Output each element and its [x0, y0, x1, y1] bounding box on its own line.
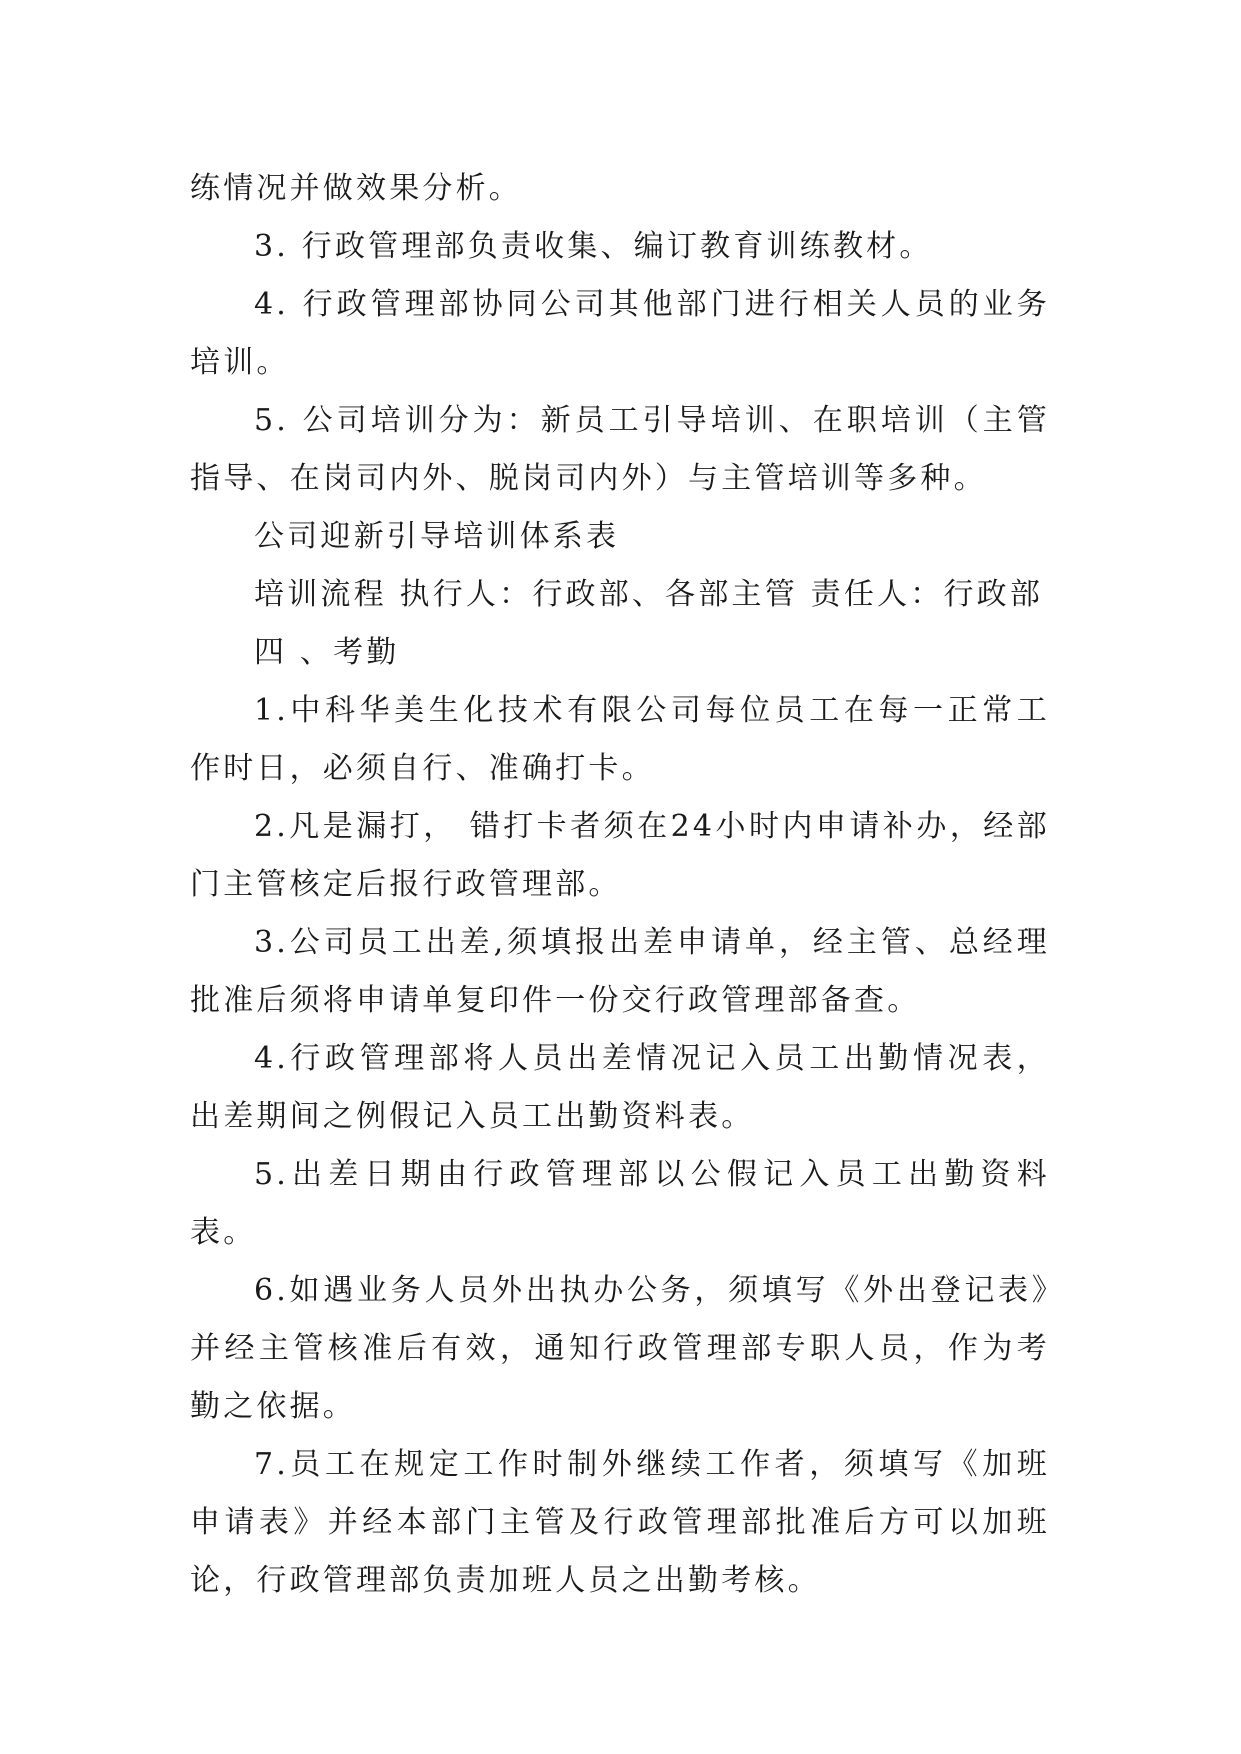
- paragraph-attendance-6: 6.如遇业务人员外出执办公务，须填写《外出登记表》并经主管核准后有效，通知行政管理部专职人员，作为考勤之依据。: [190, 1273, 1050, 1424]
- paragraph-onboarding-table-title: 公司迎新引导培训体系表: [254, 519, 620, 554]
- paragraph-training-process: 培训流程 执行人：行政部、各部主管 责任人：行政部: [254, 577, 1044, 612]
- paragraph-item-4-business-training: 4. 行政管理部协同公司其他部门进行相关人员的业务培训。: [190, 287, 1050, 380]
- paragraph-attendance-7: 7.员工在规定工作时制外继续工作者，须填写《加班申请表》并经本部门主管及行政管理部批准后方可以加班论，行政管理部负责加班人员之出勤考核。: [190, 1447, 1050, 1598]
- paragraph-attendance-5: 5.出差日期由行政管理部以公假记入员工出勤资料表。: [190, 1157, 1050, 1250]
- paragraph-attendance-2: 2.凡是漏打， 错打卡者须在24小时内申请补办，经部门主管核定后报行政管理部。: [190, 809, 1050, 902]
- document-body: [190, 160, 1050, 1610]
- paragraph-attendance-1: 1.中科华美生化技术有限公司每位员工在每一正常工作时日，必须自行、准确打卡。: [190, 693, 1050, 786]
- paragraph-item-5-training-types: 5. 公司培训分为：新员工引导培训、在职培训（主管指导、在岗司内外、脱岗司内外）与主管培训等多种。: [190, 403, 1050, 496]
- section-heading-attendance: 四 、考勤: [254, 635, 400, 670]
- paragraph-attendance-4: 4.行政管理部将人员出差情况记入员工出勤情况表，出差期间之例假记入员工出勤资料表。: [190, 1041, 1050, 1134]
- paragraph-training-analysis: 练情况并做效果分析。: [190, 171, 522, 206]
- paragraph-item-3-materials: 3. 行政管理部负责收集、编订教育训练教材。: [254, 229, 933, 264]
- paragraph-attendance-3: 3.公司员工出差,须填报出差申请单，经主管、总经理批准后须将申请单复印件一份交行政管理部备查。: [190, 925, 1050, 1018]
